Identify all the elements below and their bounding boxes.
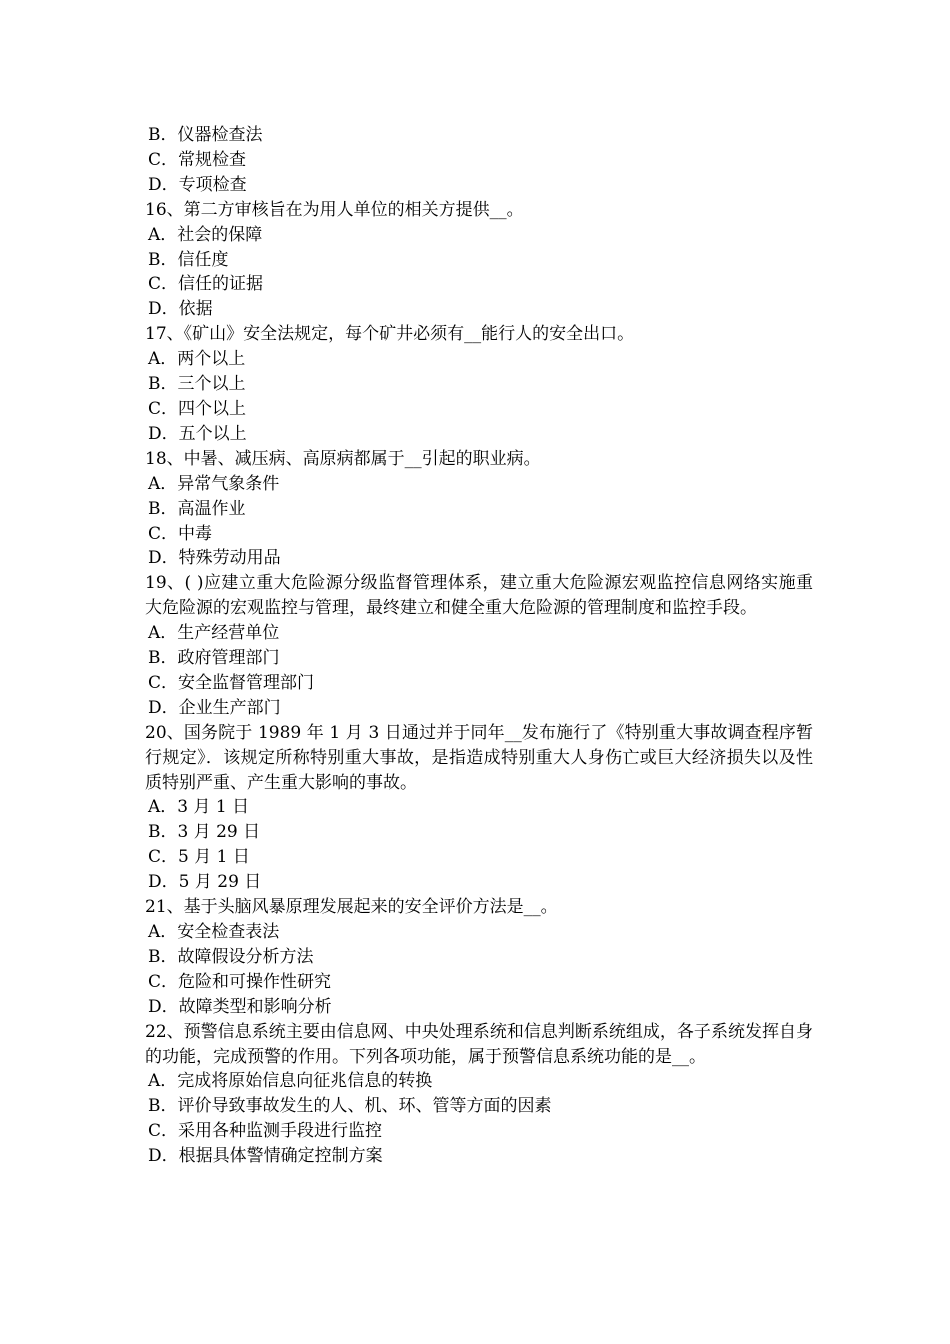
option-line: A．3 月 1 日: [148, 797, 250, 818]
option-line: C．中毒: [148, 523, 213, 544]
option-line: D．五个以上: [148, 423, 247, 444]
option-line: A．两个以上: [148, 349, 246, 370]
question-16-stem: 16、第二方审核旨在为用人单位的相关方提供__。: [145, 199, 524, 220]
option-line: B．政府管理部门: [148, 648, 280, 669]
question-17-stem: 17、《矿山》安全法规定，每个矿井必须有__能行人的安全出口。: [145, 324, 635, 345]
option-line: D．企业生产部门: [148, 697, 281, 718]
option-line: B．仪器检查法: [148, 125, 263, 145]
option-line: C．信任的证据: [148, 274, 264, 295]
option-line: A．社会的保障: [148, 224, 263, 245]
option-line: D．根据具体警情确定控制方案: [148, 1146, 383, 1167]
option-line: B．三个以上: [148, 374, 246, 395]
option-line: C．采用各种监测手段进行监控: [148, 1121, 383, 1142]
option-line: D．故障类型和影响分析: [148, 996, 332, 1017]
option-line: D．特殊劳动用品: [148, 548, 281, 569]
option-line: C．5 月 1 日: [148, 847, 250, 868]
option-line: A．完成将原始信息向征兆信息的转换: [148, 1071, 433, 1092]
option-line: D．专项检查: [148, 174, 247, 195]
question-20-stem: 20、国务院于 1989 年 1 月 3 日通过并于同年__发布施行了《特别重大事故调查程序暂行规定》．该规定所称特别重大事故，是指造成特别重大人身伤亡或巨大经济损失以及性质特别严重、产生重大影响的事故。: [145, 722, 813, 793]
question-21-stem: 21、基于头脑风暴原理发展起来的安全评价方法是__。: [145, 897, 558, 918]
option-line: C．常规检查: [148, 149, 247, 170]
option-line: A．异常气象条件: [148, 473, 280, 494]
option-line: B．3 月 29 日: [148, 822, 261, 843]
option-line: B．故障假设分析方法: [148, 946, 314, 967]
option-line: A．生产经营单位: [148, 623, 280, 644]
option-line: B．信任度: [148, 249, 229, 270]
option-line: C．危险和可操作性研究: [148, 971, 332, 992]
question-18-stem: 18、中暑、减压病、高原病都属于__引起的职业病。: [145, 448, 541, 469]
option-line: B．评价导致事故发生的人、机、环、管等方面的因素: [148, 1096, 552, 1117]
question-22-stem: 22、预警信息系统主要由信息网、中央处理系统和信息判断系统组成，各子系统发挥自身的功能，完成预警的作用。下列各项功能，属于预警信息系统功能的是__。: [145, 1021, 813, 1067]
document-page: [145, 123, 813, 1169]
option-line: D．依据: [148, 299, 213, 320]
question-19-stem: 19、( )应建立重大危险源分级监督管理体系，建立重大危险源宏观监控信息网络实施重大危险源的宏观监控与管理，最终建立和健全重大危险源的管理制度和监控手段。: [145, 573, 813, 619]
option-line: D．5 月 29 日: [148, 872, 262, 893]
option-line: C．安全监督管理部门: [148, 672, 315, 693]
option-line: C．四个以上: [148, 398, 247, 419]
option-line: B．高温作业: [148, 498, 246, 519]
option-line: A．安全检查表法: [148, 922, 280, 942]
